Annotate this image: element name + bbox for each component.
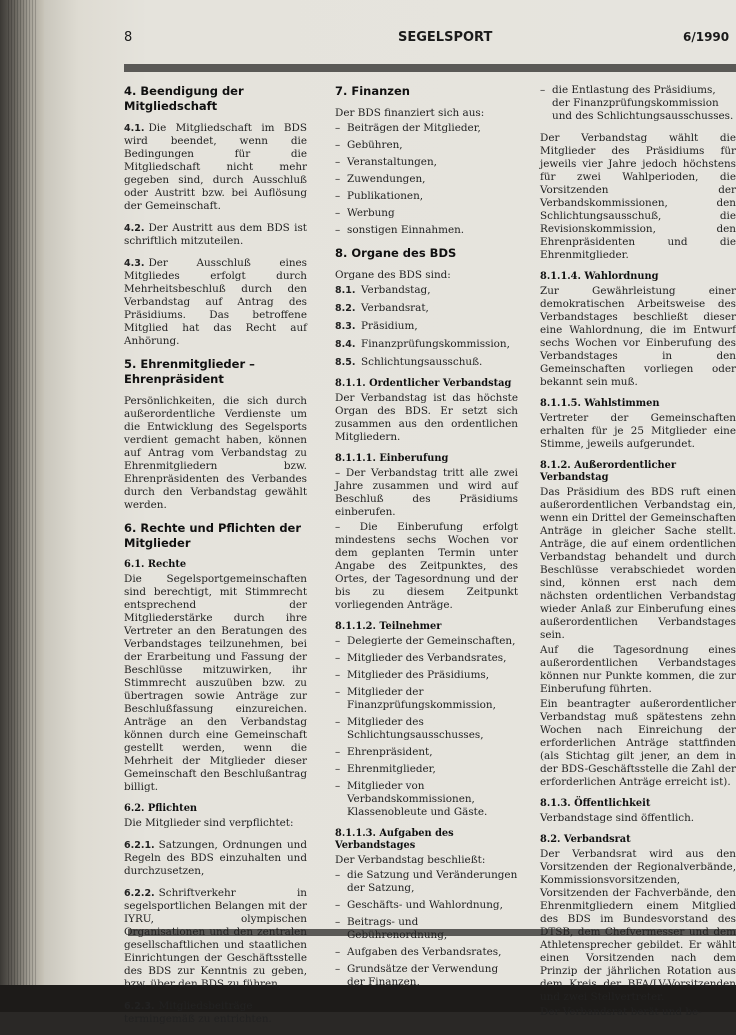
item-number: 8.1. [335,285,356,296]
tasks-list [335,869,518,989]
list-item: – Mitglieder von Verbandskommissionen, Klassenobleute und Gäste. [335,780,518,819]
section-8-1-1-5-heading: 8.1.1.5. Wahlstimmen [540,398,660,409]
paragraph-6-1: Die Segelsportgemeinschaften sind berechtigt, mit Stimmrecht entsprechend der Mitgliederstärke durch ihre Vertreter an den Beratungen des Verbandstages teilzunehmen, bei der Erarbeitung und Fassung der Beschlüsse mitzuwirken, ihr Stimmrecht auszuüben bzw. zu übertragen sowie Anträge zur Beschlußfassung einzureichen. Anträge an den Verbandstag können durch eine Gemeinschaft gestellt werden, wenn die Mehrheit der Mitglieder dieser Gemeinschaft den Beschlußantrag billigt. [124,573,307,793]
paragraph-text: Mitgliedsbeiträge termingemäß zu entrichten. [124,1000,272,1025]
paragraph-4-3 [124,257,307,348]
paragraph-8-1-1: Der Verbandstag ist das höchste Organ des BDS. Er setzt sich zusammen aus den ordentlichen Mitgliedern. [335,392,518,443]
issue-number: 6/1990 [683,30,730,44]
section-7-heading: 7. Finanzen [335,84,410,98]
page-edges [8,0,38,1012]
paragraph-4-2 [124,222,307,248]
paragraph-number: 6.2.1. [124,840,155,851]
list-item: – Aufgaben des Verbandsrates, [335,946,518,959]
item-label: Schlichtungsausschuß. [361,356,483,368]
item-number: 8.4. [335,339,356,350]
paragraph-text: Schriftverkehr in segelsportlichen Belangen mit der IYRU, olympischen Organisationen und den zentralen gesellschaftlichen und staatlichen Einrichtungen der Geschäftsstelle des BDS zur Kenntnis zu geben, bzw. über den BDS zu führen, [124,887,307,990]
paragraph-4-1 [124,122,307,213]
list-item: – sonstigen Einnahmen. [335,224,518,237]
paragraph-8-1-3: Verbandstage sind öffentlich. [540,812,695,824]
section-8-1-1-2-heading: 8.1.1.2. Teilnehmer [335,621,442,632]
paragraph-8-1-1-4: Zur Gewährleistung einer demokratischen Arbeitsweise des Verbandstages beschließt dieser eine Wahlordnung, die im Entwurf sechs Wochen vor Einberufung des Verbandstages in den Gemeinschaften vorliegen oder bekannt sein muß. [540,285,736,388]
paragraph-election: Der Verbandstag wählt die Mitglieder des Präsidiums für jeweils vier Jahre jedoch höchstens für zwei Wahlperioden, die Vorsitzenden der Verbandskommissionen, den Schlichtungsausschuß, die Revisionskommission, den Ehrenpräsidenten und die Ehrenmitglieder. [540,132,736,261]
section-6-1-heading: 6.1. Rechte [124,559,187,570]
paragraph-8-1-2a: Das Präsidium des BDS ruft einen außerordentlichen Verbandstag ein, wenn ein Drittel der Gemeinschaften Anträge in gleicher Sache stellt. Anträge, die auf einem ordentlichen Verbandstag behandelt und durch Beschlüsse verabschiedet worden sind, können erst nach dem nächsten ordentlichen Verbandstag wieder Anlaß zur Einberufung eines außerordentlichen Verbandstages sein. [540,486,736,641]
paragraph-8-1-1-3: Der Verbandstag beschließt: [335,854,486,866]
list-item: – Mitglieder des Verbandsrates, [335,652,518,665]
section-8-1-1-1-heading: 8.1.1.1. Einberufung [335,453,449,464]
paragraph-text: Der Austritt aus dem BDS ist schriftlich mitzuteilen. [124,222,307,247]
item-label: Präsidium, [361,320,418,332]
page-number: 8 [124,30,133,45]
paragraph-number: 6.2.2. [124,888,155,899]
column-1 [124,84,307,1035]
section-8-2-heading: 8.2. Verbandsrat [540,834,631,845]
list-item: – Geschäfts- und Wahlordnung, [335,899,518,912]
paragraph-8-1-1-5: Vertreter der Gemeinschaften erhalten für je 25 Mitglieder eine Stimme, jeweils aufgerundet. [540,412,736,450]
paragraph-text: Die Mitgliedschaft im BDS wird beendet, wenn die Bedingungen für die Mitgliedschaft nicht mehr gegeben sind, durch Ausschluß oder Austritt bzw. bei Auflösung der Gemeinschaft. [124,122,307,212]
paragraph-text: Der Ausschluß eines Mitgliedes erfolgt durch Mehrheitsbeschluß durch den Verbandstag auf Antrag des Präsidiums. Das betroffene Mitglied hat das Recht auf Anhörung. [124,257,307,347]
list-item [335,302,518,315]
section-5-heading: 5. Ehrenmitglieder – Ehrenpräsident [124,357,255,386]
book-spine [0,0,44,1012]
paragraph-5: Persönlichkeiten, die sich durch außerordentliche Verdienste um die Entwicklung des Segelsports verdient gemacht haben, können auf Antrag vom Verbandstag zu Ehrenmitgliedern bzw. Ehrenpräsidenten des Verbandes durch den Verbandstag gewählt werden. [124,395,307,511]
section-6-heading: 6. Rechte und Pflichten der Mitglieder [124,521,302,550]
section-8-1-1-3-heading: 8.1.1.3. Aufgaben des Verbandstages [335,828,454,851]
section-8-1-1-heading: 8.1.1. Ordentlicher Verbandstag [335,378,512,389]
paragraph-7: Der BDS finanziert sich aus: [335,107,485,119]
paragraph-6-2: Die Mitglieder sind verpflichtet: [124,817,294,829]
column-2 [335,84,518,998]
item-label: Finanzprüfungskommission, [361,338,510,350]
list-item: – Mitglieder des Schlichtungsausschusses, [335,716,518,742]
paragraph-6-2-2 [124,887,307,991]
paragraph-number: 6.2.3. [124,1001,155,1012]
paragraph-8-2-continued: Der Verbandsrat berät und be- [540,1006,702,1018]
top-rule [124,64,736,72]
paragraph-number: 4.2. [124,223,145,234]
list-item: – Publikationen, [335,190,518,203]
item-number: 8.5. [335,357,356,368]
list-item: – Delegierte der Gemeinschaften, [335,635,518,648]
paragraph-8-1-1-1b: – Die Einberufung erfolgt mindestens sechs Wochen vor dem geplanten Termin unter Angabe des Zeitpunktes, des Ortes, der Tagesordnung und der bis zu diesem Zeitpunkt vorliegenden Anträge. [335,521,518,611]
list-item: – Zuwendungen, [335,173,518,186]
organs-list [335,284,518,369]
list-item: – Beitrags- und Gebührenordnung, [335,916,518,942]
paragraph-number: 4.1. [124,123,145,134]
paragraph-8: Organe des BDS sind: [335,269,451,281]
list-item: – Beiträgen der Mitglieder, [335,122,518,135]
column-3 [540,84,736,1028]
list-item: – Mitglieder der Finanzprüfungskommission, [335,686,518,712]
paragraph-6-2-3 [124,1000,307,1026]
list-item: – Werbung [335,207,518,220]
paragraph-8-1-2b: Auf die Tagesordnung eines außerordentlichen Verbandstages können nur Punkte kommen, die zur Einberufung führten. [540,644,736,695]
list-item: – Veranstaltungen, [335,156,518,169]
magazine-title: SEGELSPORT [398,30,493,45]
list-item [335,338,518,351]
item-number: 8.3. [335,321,356,332]
item-number: 8.2. [335,303,356,314]
list-item [335,356,518,369]
participants-list [335,635,518,819]
list-item: – Grundsätze der Verwendung der Finanzen, [335,963,518,989]
paragraph-number: 4.3. [124,258,145,269]
item-label: Verbandsrat, [361,302,429,314]
list-item: – Ehrenmitglieder, [335,763,518,776]
list-item: – die Entlastung des Präsidiums, der Finanzprüfungskommission und des Schlichtungsausschusses. [540,84,736,123]
paragraph-6-2-1 [124,839,307,878]
list-item: – die Satzung und Veränderungen der Satzung, [335,869,518,895]
section-4-heading: 4. Beendigung der Mitgliedschaft [124,84,244,113]
section-8-1-3-heading: 8.1.3. Öffentlichkeit [540,798,651,809]
section-6-2-heading: 6.2. Pflichten [124,803,198,814]
list-item: – Gebühren, [335,139,518,152]
paragraph-text: Satzungen, Ordnungen und Regeln des BDS einzuhalten und durchzusetzen, [124,839,307,877]
continued-tasks-list [540,84,736,123]
paragraph-8-2: Der Verbandsrat wird aus den Vorsitzenden der Regionalverbände, Kommissionsvorsitzenden, Vorsitzenden der Fachverbände, den Ehrenmitgliedern einem Mitglied des BDS im Bundesvorstand des DTSB, dem Chefvermesser und dem Athletensprecher gebildet. Er wählt einen Vorsitzenden nach dem Prinzip der jährlichen Rotation aus dem Kreis der BFA/LV-Vorsitzenden und zwei Stellvertreter. [540,848,736,1003]
list-item: – Ehrenpräsident, [335,746,518,759]
item-label: Verbandstag, [361,284,431,296]
paragraph-8-1-1-1a: – Der Verbandstag tritt alle zwei Jahre zusammen und wird auf Beschluß des Präsidiums einberufen. [335,467,518,518]
paragraph-8-1-2c: Ein beantragter außerordentlicher Verbandstag muß spätestens zehn Wochen nach Einreichung der erforderlichen Anträge stattfinden (als Stichtag gilt jener, an dem in der BDS-Geschäftsstelle die Zahl der erforderlichen Anträge erreicht ist). [540,698,736,788]
section-8-1-1-4-heading: 8.1.1.4. Wahlordnung [540,271,659,282]
section-8-heading: 8. Organe des BDS [335,246,457,260]
finance-list [335,122,518,237]
list-item: – Mitglieder des Präsidiums, [335,669,518,682]
list-item [335,320,518,333]
section-8-1-2-heading: 8.1.2. Außerordentlicher Verbandstag [540,460,677,483]
list-item [335,284,518,297]
